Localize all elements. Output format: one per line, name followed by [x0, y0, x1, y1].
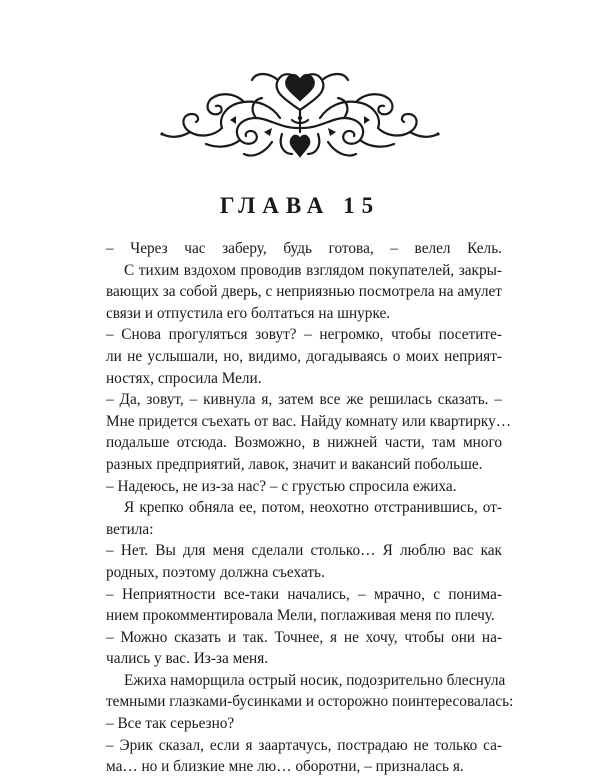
text-line: разных предприятий, лавок, значит и вакансий побольше. [106, 455, 483, 473]
chapter-body [106, 238, 514, 778]
text-line: темными глазками-бусинками и осторожно поинтересовалась: [106, 693, 514, 711]
text-line: связи и отпустила его болтаться на шнурке. [106, 304, 391, 322]
text-line: ностях, спросила Мели. [106, 369, 262, 387]
text-line: – Неприятности все-таки начались, – мрачно, с понима- [106, 585, 502, 603]
text-line: ма… но и близкие мне лю… оборотни, – призналась я. [106, 758, 464, 776]
heart-scroll-ornament-icon [160, 58, 440, 168]
text-line: – Все так серьезно? [106, 715, 235, 733]
text-line: – Нет. Вы для меня сделали столько… Я люблю вас как [106, 542, 502, 560]
text-line: родных, поэтому должна съехать. [106, 563, 325, 581]
text-line: – Эрик сказал, если я заартачусь, пострадаю не только са- [106, 736, 502, 754]
text-line: – Снова прогуляться зовут? – негромко, чтобы посетите- [106, 326, 502, 344]
text-line: – Да, зовут, – кивнула я, затем все же решилась сказать. – [106, 391, 502, 409]
text-line: Ежиха наморщила острый носик, подозрительно блеснула [124, 671, 506, 689]
text-line: чались у вас. Из-за меня. [106, 650, 269, 668]
text-line: нием прокомментировала Мели, поглаживая меня по плечу. [106, 607, 495, 625]
text-line: С тихим вздохом проводив взглядом покупателей, закры- [124, 261, 502, 279]
text-line: вающих за собой дверь, с неприязнью посмотрела на амулет [106, 283, 502, 301]
text-line: – Через час заберу, будь готова, – велел Кель. [106, 240, 502, 257]
text-line: – Можно сказать и так. Точнее, я не хочу, чтобы они на- [106, 628, 502, 646]
text-line: ветила: [106, 520, 154, 538]
text-line: ли не услышали, но, видимо, догадываясь о моих неприят- [106, 347, 502, 365]
chapter-title: ГЛАВА 15 [219, 193, 381, 218]
text-line: подальше отсюда. Возможно, в нижней части, там много [106, 434, 502, 452]
text-line: Я крепко обняла ее, потом, неохотно отстранившись, от- [124, 499, 502, 517]
text-line: – Надеюсь, не из-за нас? – с грустью спросила ежиха. [106, 477, 457, 495]
text-line: Мне придется съехать от вас. Найду комнату или квартирку… [106, 412, 512, 430]
